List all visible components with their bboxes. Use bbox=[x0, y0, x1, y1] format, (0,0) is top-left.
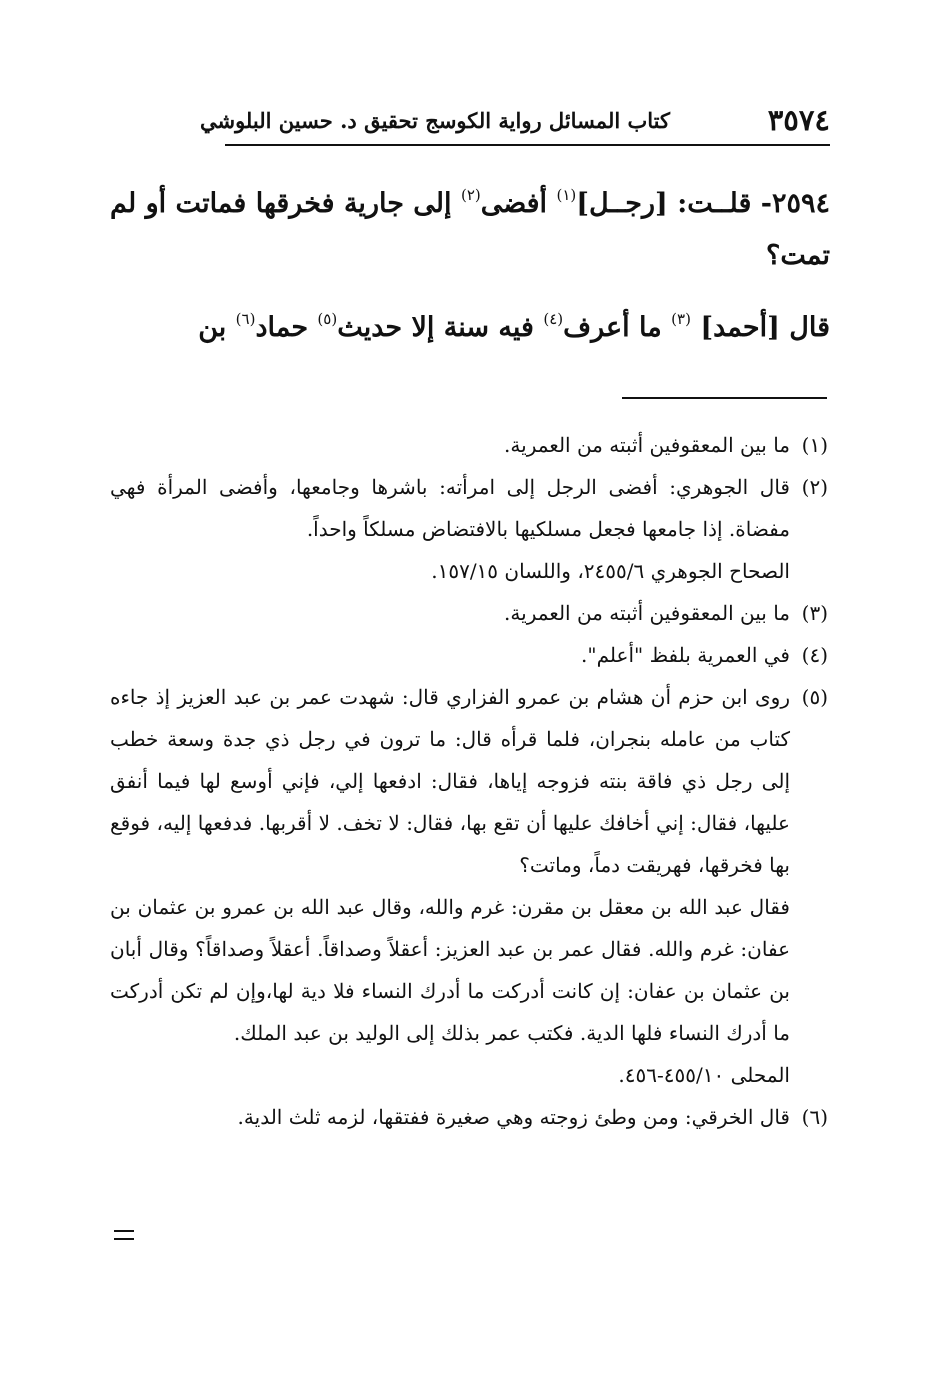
question-text: إلى جارية فخرقها فماتت أو لم تمت؟ bbox=[110, 188, 830, 271]
main-text bbox=[110, 178, 830, 354]
footnote-number: (٥) bbox=[801, 685, 828, 709]
footnote-ref[interactable]: (٢) bbox=[460, 186, 481, 204]
question-text: أفضى bbox=[480, 188, 557, 219]
footnote-paragraph: روى ابن حزم أن هشام بن عمرو الفزاري قال: شهدت عمر بن عبد العزيز إذ جاءه كتاب من عامله بنجران، فلما قرأه قال: ما ترون في رجل ذي جدة وسعة خطب إلى رجل ذي فاقة بنته فزوجه إياها، فقال: ادفعها إلي، فإني أوسع لها فيما أنفق عليها، فقال: إني أخافك عليها أن تقع بها، فقال: لا تخف. لا أقربها. فدفعها إليه، فوقع بها فخرقها، فهريقت دماً، وماتت؟ bbox=[110, 685, 791, 877]
footnote-paragraph: ما بين المعقوفين أثبته من العمرية. bbox=[504, 601, 790, 625]
footnote-2 bbox=[110, 466, 828, 592]
footnote-body bbox=[110, 466, 790, 592]
footnote-body bbox=[110, 1096, 790, 1138]
footnote-1 bbox=[110, 424, 828, 466]
end-mark bbox=[114, 1230, 134, 1240]
footnote-body bbox=[110, 676, 790, 1096]
footnote-paragraph: فقال عبد الله بن معقل بن مقرن: غرم والله، وقال عبد الله بن عمرو بن عثمان بن عفان: غرم والله. فقال عمر بن عبد العزيز: أعقلاً وصداقاً. أعقلاً وصداقاً؟ وقال أبان بن عثمان بن عفان: إن كانت أدركت ما أدرك النساء فلا دية لها،وإن لم تكن أدركت ما أدرك النساء فلها الدية. فكتب عمر بذلك إلى الوليد بن عبد الملك. bbox=[110, 895, 790, 1045]
footnote-ref[interactable]: (٥) bbox=[317, 310, 338, 328]
footnote-citation: المحلى ٤٥٥/١٠-٤٥٦. bbox=[618, 1063, 790, 1087]
footnote-citation: الصحاح الجوهري ٢٤٥٥/٦، واللسان ١٥٧/١٥. bbox=[431, 559, 790, 583]
footnotes bbox=[110, 424, 828, 1138]
footnote-separator bbox=[622, 397, 827, 399]
footnote-paragraph: في العمرية بلفظ "أعلم". bbox=[581, 643, 790, 667]
footnote-body bbox=[110, 634, 790, 676]
footnote-number: (٦) bbox=[801, 1105, 828, 1129]
footnote-4 bbox=[110, 634, 828, 676]
footnote-number: (١) bbox=[801, 433, 828, 457]
footnote-ref[interactable]: (٦) bbox=[235, 310, 256, 328]
running-header bbox=[199, 100, 830, 146]
footnote-6 bbox=[110, 1096, 828, 1138]
footnote-paragraph: ما بين المعقوفين أثبته من العمرية. bbox=[504, 433, 790, 457]
question-number: ٢٥٩٤ bbox=[771, 188, 830, 219]
footnote-ref[interactable]: (١) bbox=[556, 186, 577, 204]
question-paragraph bbox=[110, 178, 830, 282]
answer-text: حماد bbox=[255, 312, 318, 343]
footnote-ref[interactable]: (٤) bbox=[543, 310, 564, 328]
footnote-paragraph: قال الخرقي: ومن وطئ زوجته وهي صغيرة ففتقها، لزمه ثلث الدية. bbox=[237, 1105, 790, 1129]
footnote-body bbox=[110, 424, 790, 466]
running-title: كتاب المسائل رواية الكوسج تحقيق د. حسين البلوشي bbox=[199, 108, 670, 133]
page-number: ٣٥٧٤ bbox=[767, 103, 830, 137]
footnote-ref[interactable]: (٣) bbox=[671, 310, 691, 328]
answer-text: فيه سنة إلا حديث bbox=[337, 312, 544, 343]
footnote-5 bbox=[110, 676, 828, 1096]
answer-paragraph bbox=[110, 302, 830, 354]
footnote-number: (٤) bbox=[801, 643, 828, 667]
answer-text: بن bbox=[198, 312, 236, 343]
footnote-3 bbox=[110, 592, 828, 634]
footnote-number: (٣) bbox=[801, 601, 828, 625]
question-text: - قلــت: [رجــل] bbox=[576, 188, 772, 219]
answer-text: ما أعرف bbox=[563, 312, 672, 343]
footnote-paragraph: قال الجوهري: أفضى الرجل إلى امرأته: باشرها وجامعها، وأفضى المرأة فهي مفضاة. إذا جامعها فجعل مسلكيها بالافتضاض مسلكاً واحداً. bbox=[110, 475, 790, 541]
answer-text: قال [أحمد] bbox=[690, 312, 830, 343]
footnote-number: (٢) bbox=[801, 475, 828, 499]
footnote-body bbox=[110, 592, 790, 634]
